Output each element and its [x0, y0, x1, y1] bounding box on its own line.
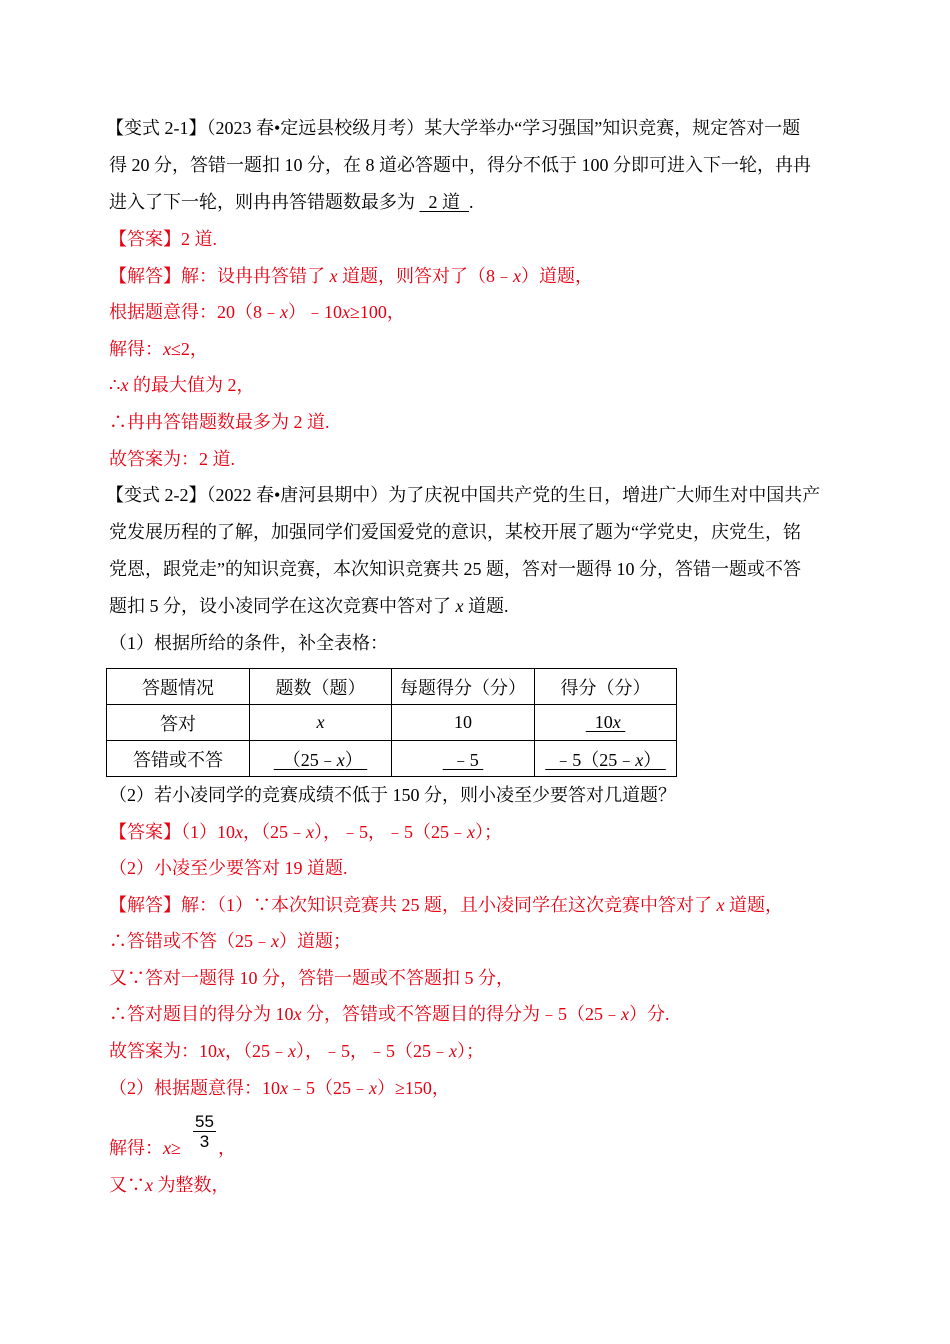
table-row [107, 741, 677, 777]
solution-line: 又∵答对一题得 10 分，答错一题或不答题扣 5 分， [109, 968, 514, 988]
question-text: 题扣 5 分，设小凌同学在这次竞赛中答对了 x 道题. [109, 596, 509, 616]
solution-line: 故答案为：10x，（25﹣x），﹣5，﹣5（25﹣x）； [109, 1041, 484, 1061]
solution-line: ∴答错或不答（25﹣x）道题； [109, 931, 351, 951]
table-cell: 答错或不答 [107, 741, 250, 777]
solution-line: 【解答】解：设冉冉答错了 x 道题，则答对了（8﹣x）道题， [109, 266, 593, 286]
solution-line: 解得：x≤2， [109, 339, 208, 359]
fraction-denominator: 3 [199, 1132, 210, 1151]
solution-line: ∴x 的最大值为 2， [109, 375, 255, 395]
filled-blank: ﹣5 [442, 749, 484, 770]
question-text: 党恩，跟党走”的知识竞赛，本次知识竞赛共 25 题，答对一题得 10 分，答错一题或不答 [109, 559, 801, 579]
table-cell: 10 [392, 705, 535, 741]
question-part-2: （2）若小凌同学的竞赛成绩不低于 150 分，则小凌至少要答对几道题？ [109, 785, 676, 805]
question-text: 进入了下一轮，则冉冉答错题数最多为 [109, 192, 415, 212]
solution-line: ∴答对题目的得分为 10x 分，答错或不答题目的得分为﹣5（25﹣x）分. [109, 1004, 670, 1024]
question-text: 【变式 2-2】（2022 春•唐河县期中）为了庆祝中国共产党的生日，增进广大师生对中国共产 [106, 485, 821, 505]
filled-blank: ﹣5（25﹣x） [545, 749, 666, 770]
question-text: 得 20 分，答错一题扣 10 分，在 8 道必答题中，得分不低于 100 分即可进入下一轮，冉冉 [109, 155, 811, 175]
table-header: 答题情况 [107, 669, 250, 705]
table-row [107, 705, 677, 741]
answer-line: 【答案】2 道. [109, 229, 217, 249]
table-header: 得分（分） [535, 669, 677, 705]
comma: ， [218, 1138, 236, 1158]
solution-line: ∴冉冉答错题数最多为 2 道. [109, 412, 330, 432]
table-header: 题数（题） [250, 669, 392, 705]
answer-line: （2）小凌至少要答对 19 道题. [109, 858, 348, 878]
score-table [106, 668, 677, 777]
solution-line: 解得：x≥ [109, 1138, 181, 1158]
solution-line: 故答案为：2 道. [109, 449, 235, 469]
table-cell [535, 741, 677, 777]
table-cell [250, 741, 392, 777]
table-header-row [107, 669, 677, 705]
solution-line: 又∵x 为整数， [109, 1175, 230, 1195]
question-text: 【变式 2-1】（2023 春•定远县校级月考）某大学举办“学习强国”知识竞赛，规定答对一题 [106, 118, 801, 138]
fraction [193, 1112, 216, 1151]
question-text: （1）根据所给的条件，补全表格： [109, 633, 388, 653]
table-cell [392, 741, 535, 777]
table-cell: 答对 [107, 705, 250, 741]
filled-blank: 10x [585, 712, 621, 732]
question-text: 党发展历程的了解，加强同学们爱国爱党的意识，某校开展了题为“学党史，庆党生，铭 [109, 522, 801, 542]
answer-blank: 2 道 [419, 192, 469, 212]
fraction-numerator: 55 [195, 1112, 214, 1131]
answer-line: 【答案】（1）10x，（25﹣x），﹣5，﹣5（25﹣x）； [109, 822, 502, 842]
question-text [109, 191, 474, 213]
table-header: 每题得分（分） [392, 669, 535, 705]
solution-line: 【解答】解：（1）∵本次知识竞赛共 25 题，且小凌同学在这次竞赛中答对了 x 道题， [109, 895, 783, 915]
filled-blank: （25﹣x） [273, 749, 368, 770]
table-cell: x [250, 705, 392, 741]
period: . [469, 192, 474, 212]
solution-line: 根据题意得：20（8﹣x）﹣10x≥100， [109, 302, 405, 322]
solution-line: （2）根据题意得：10x﹣5（25﹣x）≥150， [109, 1078, 450, 1098]
table-cell [535, 705, 677, 741]
